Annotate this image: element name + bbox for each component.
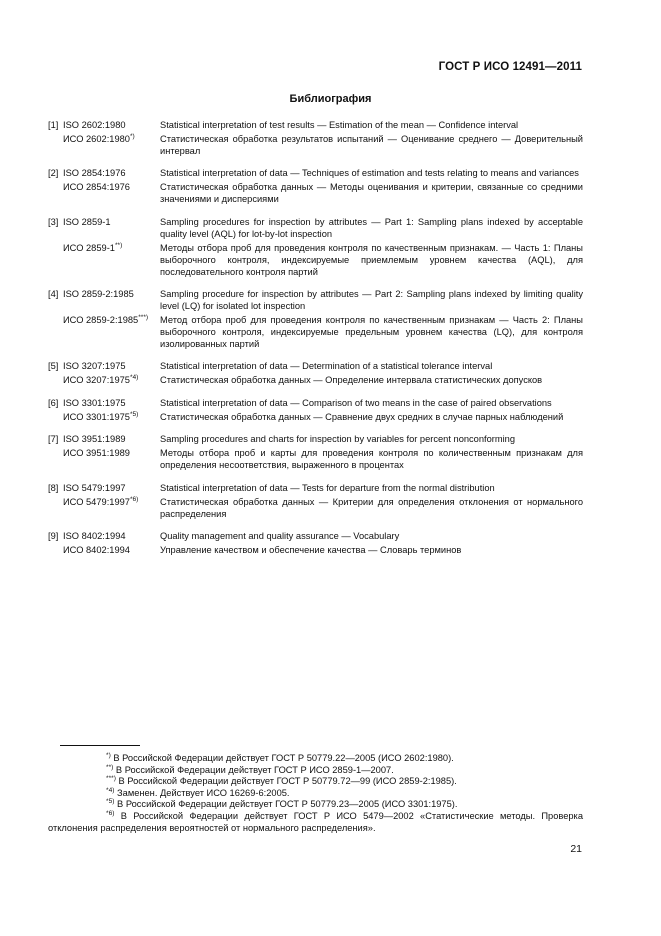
bibliography-entry — [48, 289, 583, 351]
reference-original — [48, 168, 583, 180]
standard-code — [63, 434, 160, 446]
standard-title: Statistical interpretation of data — Determination of a statistical tolerance interval — [160, 361, 493, 372]
standard-title: Statistical interpretation of data — Techniques of estimation and tests relating to means and variances — [160, 168, 579, 179]
standard-code — [63, 531, 160, 543]
standard-code-text: ИСО 3951:1989 — [63, 448, 130, 459]
standard-code — [63, 412, 160, 424]
footnote — [48, 753, 583, 765]
standard-code — [63, 448, 160, 472]
standard-code — [63, 361, 160, 373]
standard-title: Статистическая обработка данных — Определение интервала статистических допусков — [160, 375, 543, 386]
bibliography-entry — [48, 168, 583, 206]
standard-title: Статистическая обработка результатов испытаний — Оценивание среднего — Доверительный интервал — [160, 134, 583, 156]
reference-number — [48, 182, 63, 206]
reference-number: [9] — [48, 531, 59, 542]
reference-number: [5] — [48, 361, 59, 372]
footnote-marker-text: *6) — [106, 809, 115, 817]
standard-title: Метод отбора проб для проведения контроля по качественным признакам — Часть 2: Планы выборочного контроля, индексируемые предельным уровнем качества (LQ), для контроля изолированных партий — [160, 314, 583, 349]
reference-number — [48, 375, 63, 387]
reference-original — [48, 289, 583, 313]
standard-title: Statistical interpretation of data — Comparison of two means in the case of paired observations — [160, 397, 552, 408]
bibliography-entry — [48, 361, 583, 387]
standard-code — [63, 134, 160, 158]
reference-original — [48, 217, 583, 241]
bibliography-entry — [48, 217, 583, 279]
standard-title: Управление качеством и обеспечение качества — Словарь терминов — [160, 545, 462, 556]
footnote-reference: **) — [114, 241, 123, 249]
footnote — [48, 788, 583, 800]
standard-code-text: ИСО 2854:1976 — [63, 182, 130, 193]
reference-translation — [48, 545, 583, 557]
footnote — [48, 799, 583, 811]
standard-code-text: ИСО 3301:1975 — [63, 411, 130, 422]
reference-number — [48, 497, 63, 521]
reference-translation — [48, 182, 583, 206]
footnote-text: В Российской Федерации действует ГОСТ Р ИСО 2859-1—2007. — [115, 764, 394, 775]
reference-original — [48, 398, 583, 410]
standard-code-text: ИСО 2602:1980 — [63, 134, 130, 144]
standard-title: Statistical interpretation of test results — Estimation of the mean — Confidence interval — [160, 120, 519, 130]
standard-code-text: ИСО 2859-2:1985 — [63, 314, 139, 325]
footnotes — [48, 753, 583, 834]
standard-code — [63, 120, 160, 132]
reference-number — [48, 243, 63, 279]
footnote-reference: ***) — [138, 313, 149, 321]
standard-code-text: ИСО 8402:1994 — [63, 545, 130, 556]
bibliography-entry — [48, 531, 583, 557]
standard-code — [63, 315, 160, 351]
reference-number: [2] — [48, 168, 59, 179]
document-code-header: ГОСТ Р ИСО 12491—2011 — [438, 61, 582, 73]
reference-translation — [48, 243, 583, 279]
bibliography-entry — [48, 483, 583, 521]
standard-code-text: ISO 3207:1975 — [63, 361, 126, 372]
reference-original — [48, 361, 583, 373]
reference-translation — [48, 134, 583, 158]
standard-code — [63, 182, 160, 206]
page-number: 21 — [570, 843, 582, 855]
standard-title: Sampling procedures and charts for inspection by variables for percent nonconforming — [160, 434, 516, 445]
footnote-marker-text: *) — [106, 752, 111, 759]
footnote-marker — [77, 811, 114, 823]
standard-code-text: ISO 3301:1975 — [63, 397, 126, 408]
footnote-marker-text: **) — [106, 763, 114, 771]
reference-number: [6] — [48, 397, 59, 408]
reference-number — [48, 315, 63, 351]
reference-translation — [48, 497, 583, 521]
standard-code — [63, 289, 160, 313]
reference-translation — [48, 448, 583, 472]
reference-translation — [48, 375, 583, 387]
bibliography-list — [48, 120, 583, 568]
standard-title: Statistical interpretation of data — Tests for departure from the normal distribution — [160, 482, 495, 493]
standard-code — [63, 168, 160, 180]
reference-number: [3] — [48, 216, 59, 227]
standard-code-text: ИСО 2859-1 — [63, 242, 115, 253]
standard-code — [63, 243, 160, 279]
standard-code — [63, 545, 160, 557]
reference-translation — [48, 315, 583, 351]
standard-title: Методы отбора проб для проведения контроля по качественным признакам. — Часть 1: Планы выборочного контроля, индексируемые приемлемым уровнем качества (AQL), для последовательного контроля партий — [160, 242, 583, 277]
footnote-reference: *5) — [129, 410, 139, 418]
footnote-reference: *4) — [129, 374, 139, 382]
standard-title: Quality management and quality assurance — Vocabulary — [160, 531, 400, 542]
reference-number — [48, 448, 63, 472]
reference-number: [1] — [48, 120, 59, 130]
footnote-text: Заменен. Действует ИСО 16269-6:2005. — [117, 787, 290, 798]
page-title: Библиография — [289, 93, 372, 105]
standard-title: Статистическая обработка данных — Критерии для определения отклонения от нормального распределения — [160, 496, 583, 519]
standard-code-text: ISO 5479:1997 — [63, 482, 126, 493]
bibliography-entry — [48, 434, 583, 472]
standard-code-text: ИСО 3207:1975 — [63, 375, 130, 386]
reference-original — [48, 531, 583, 543]
footnote-text: В Российской Федерации действует ГОСТ Р 50779.72—99 (ИСО 2859-2:1985). — [118, 776, 457, 787]
reference-number: [7] — [48, 434, 59, 445]
standard-code — [63, 217, 160, 241]
footnote-text: В Российской Федерации действует ГОСТ Р 50779.23—2005 (ИСО 3301:1975). — [117, 799, 458, 810]
bibliography-entry — [48, 398, 583, 424]
standard-code-text: ИСО 5479:1997 — [63, 496, 130, 507]
standard-code-text: ISO 2859-1 — [63, 216, 111, 227]
footnote-marker-text: ***) — [106, 775, 116, 783]
bibliography-entry — [48, 120, 583, 158]
standard-code — [63, 398, 160, 410]
reference-number: [8] — [48, 482, 59, 493]
footnote-text: В Российской Федерации действует ГОСТ Р ИСО 5479—2002 «Статистические методы. Проверка отклонения распределения вероятностей от нормального распределения». — [48, 810, 583, 833]
standard-code — [63, 483, 160, 495]
standard-title: Статистическая обработка данных — Сравнение двух средних в случае парных наблюдений — [160, 411, 564, 422]
footnote-reference: *) — [129, 133, 135, 140]
standard-code-text: ISO 8402:1994 — [63, 531, 126, 542]
standard-code-text: ISO 2602:1980 — [63, 120, 126, 130]
footnote-divider — [60, 745, 140, 746]
footnote — [48, 776, 583, 788]
reference-original — [48, 120, 583, 132]
footnote-text: В Российской Федерации действует ГОСТ Р 50779.22—2005 (ИСО 2602:1980). — [113, 753, 454, 763]
footnote-reference: *6) — [129, 495, 139, 503]
standard-code-text: ISO 3951:1989 — [63, 434, 126, 445]
standard-title: Sampling procedures for inspection by attributes — Part 1: Sampling plans indexed by acceptable quality level (AQL) for lot-by-lot inspection — [160, 216, 583, 239]
standard-code-text: ISO 2859-2:1985 — [63, 289, 134, 300]
reference-number — [48, 134, 63, 158]
standard-code — [63, 375, 160, 387]
standard-title: Методы отбора проб и карты для проведения контроля по количественным признакам для определения несоответствия, выраженного в процентах — [160, 448, 583, 471]
reference-number — [48, 545, 63, 557]
reference-original — [48, 434, 583, 446]
footnote-marker-text: *4) — [106, 786, 115, 794]
standard-code-text: ISO 2854:1976 — [63, 168, 126, 179]
reference-number: [4] — [48, 289, 59, 300]
standard-code — [63, 497, 160, 521]
footnote — [48, 765, 583, 777]
reference-number — [48, 412, 63, 424]
footnote — [48, 811, 583, 834]
reference-original — [48, 483, 583, 495]
footnote-marker-text: *5) — [106, 798, 115, 806]
reference-translation — [48, 412, 583, 424]
standard-title: Статистическая обработка данных — Методы оценивания и критерии, связанные со средними значениями и дисперсиями — [160, 182, 583, 205]
standard-title: Sampling procedure for inspection by attributes — Part 2: Sampling plans indexed by limiting quality level (LQ) for isolated lot inspection — [160, 289, 583, 311]
